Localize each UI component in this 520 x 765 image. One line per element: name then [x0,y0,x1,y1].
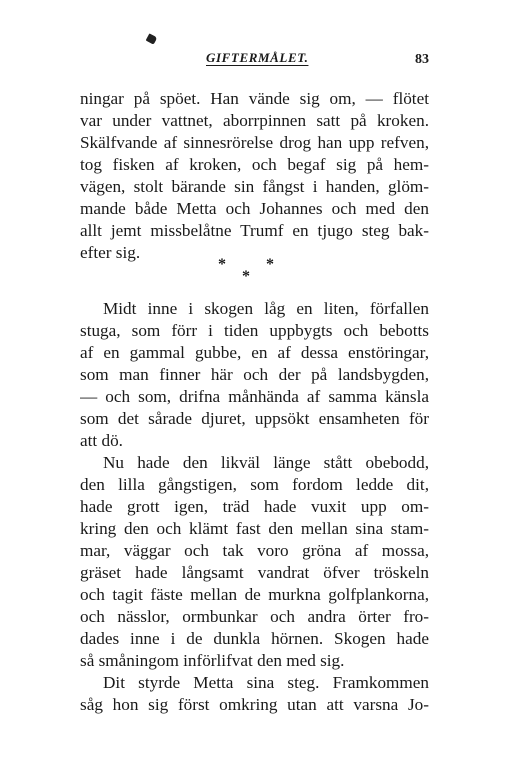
text-line: allt jemt missbelåtne Trumf en tjugo steg bak- [80,221,429,240]
text-line: tog fisken af kroken, och begaf sig på hem- [80,155,429,174]
text-line: af en gammal gubbe, en af dessa enstöringar, [80,343,429,362]
text-line: såg hon sig först omkring utan att varsna Jo- [80,695,429,714]
text-line: Skälfvande af sinnesrörelse drog han upp refven, [80,133,429,152]
text-line: efter sig. [80,243,141,262]
text-line: Dit styrde Metta sina steg. Framkommen [103,673,429,692]
text-line: dades inne i de dunkla hörnen. Skogen hade [80,629,429,648]
text-line: — och som, drifna månhända af samma känsla [80,387,429,406]
text-line: mande både Metta och Johannes och med den [80,199,429,218]
text-line: som det sårade djuret, uppsökt ensamheten för [80,409,429,428]
asterisk: * [242,268,250,285]
asterisk: * [218,256,226,273]
text-line: som man finner här och der på landsbygden, [80,365,429,384]
text-line: och tagit fäste mellan de murkna golfplankorna, [80,585,429,604]
page-number: 83 [415,52,429,67]
text-line: den lilla gångstigen, som fordom ledde dit, [80,475,429,494]
text-line: ningar på spöet. Han vände sig om, — flötet [80,89,429,108]
text-line: så småningom införlifvat den med sig. [80,651,345,670]
text-line: mar, väggar och tak voro gröna af mossa, [80,541,429,560]
text-line: och nässlor, ormbunkar och andra örter fro- [80,607,429,626]
text-line: gräset hade långsamt vandrat öfver tröskeln [80,563,429,582]
asterisk: * [266,256,274,273]
text-line: var under vattnet, aborrpinnen satt på kroken. [80,111,429,130]
running-title: GIFTERMÅLET. [206,50,309,65]
text-line: att dö. [80,431,123,450]
text-line: Nu hade den likväl länge stått obebodd, [103,453,429,472]
ink-blot [146,33,158,44]
text-line: vägen, stolt bärande sin fångst i handen, glöm- [80,177,429,196]
section-separator [214,258,284,288]
text-line: hade grott igen, träd hade vuxit upp om- [80,497,429,516]
text-line: Midt inne i skogen låg en liten, förfallen [103,299,429,318]
text-line: kring den och klämt fast den mellan sina stam- [80,519,429,538]
text-line: stuga, som förr i tiden uppbygts och bebotts [80,321,429,340]
running-head [80,50,429,74]
